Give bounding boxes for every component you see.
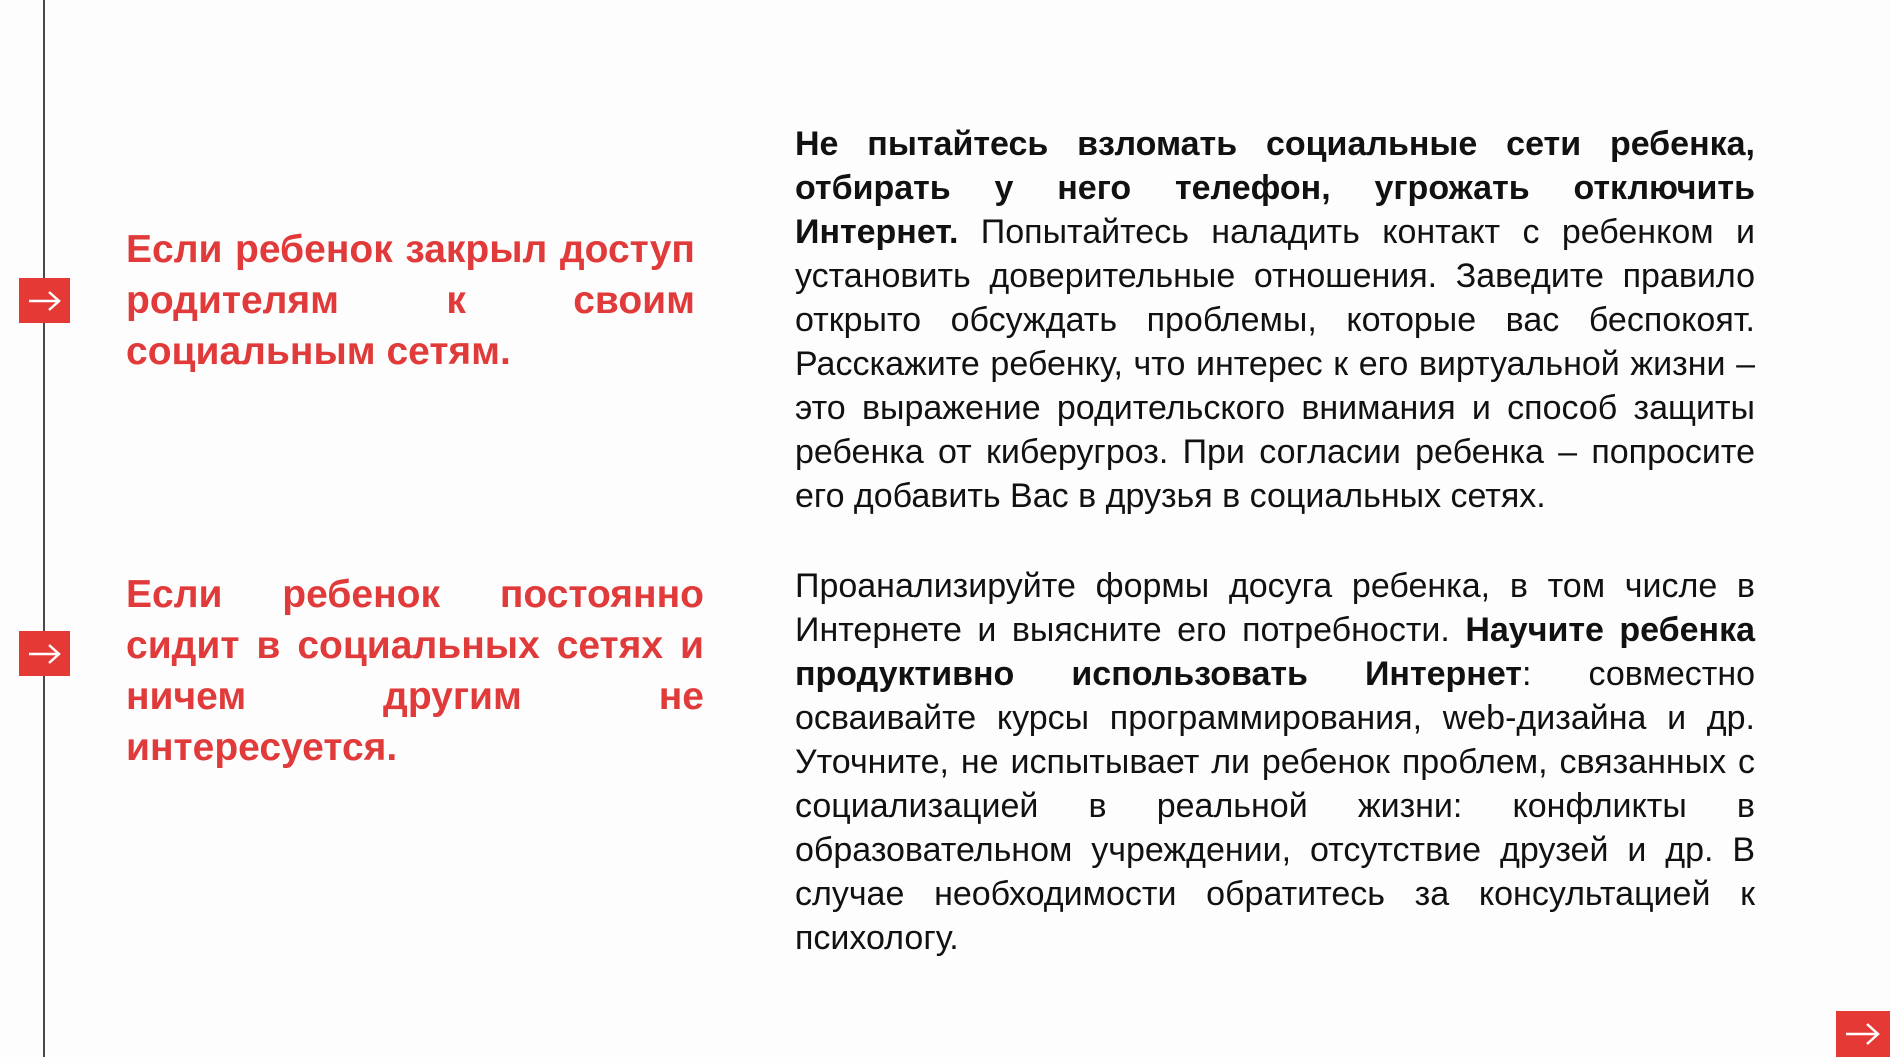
bullet-arrow-2 bbox=[19, 631, 70, 676]
advice-paragraph-1 bbox=[795, 122, 1755, 518]
advice-2-bold: Научите ребенка продуктивно использовать Интернет bbox=[795, 611, 1755, 693]
left-divider-line bbox=[43, 0, 45, 1057]
advice-paragraph-2 bbox=[795, 564, 1755, 960]
advice-1-text: Попытайтесь наладить контакт с ребенком и установить доверительные отношения. Заведите правило открыто обсуждать проблемы, которые вас беспокоят. Расскажите ребенку, что интерес к его виртуальной жизни – это выражение родительского внимания и способ защиты ребенка от киберугроз. При согласии ребенка – попросите его добавить Вас в друзья в социальных сетях. bbox=[795, 213, 1755, 515]
right-arrow-icon bbox=[28, 644, 62, 664]
advice-2-text-after: : совместно осваивайте курсы программирования, web-дизайна и др. Уточните, не испытывает ли ребенок проблем, связанных с социализацией в реальной жизни: конфликты в образовательном учреждении, отсутствие друзей и др. В случае необходимости обратитесь за консультацией к психологу. bbox=[795, 655, 1756, 957]
problem-heading-1: Если ребенок закрыл доступ родителям к своим социальным сетям. bbox=[126, 228, 695, 373]
right-arrow-icon bbox=[28, 291, 62, 311]
right-arrow-icon bbox=[1845, 1023, 1881, 1045]
advice-1-bold-lead: Не пытайтесь взломать социальные сети ребенка, отбирать у него телефон, угрожать отключить Интернет. bbox=[795, 125, 1755, 251]
next-slide-button[interactable] bbox=[1836, 1011, 1890, 1057]
advice-2-text-before: Проанализируйте формы досуга ребенка, в том числе в Интернете и выясните его потребности. bbox=[795, 567, 1755, 649]
problem-heading-2: Если ребенок постоянно сидит в социальных сетях и ничем другим не интересуется. bbox=[126, 573, 704, 769]
bullet-arrow-1 bbox=[19, 278, 70, 323]
